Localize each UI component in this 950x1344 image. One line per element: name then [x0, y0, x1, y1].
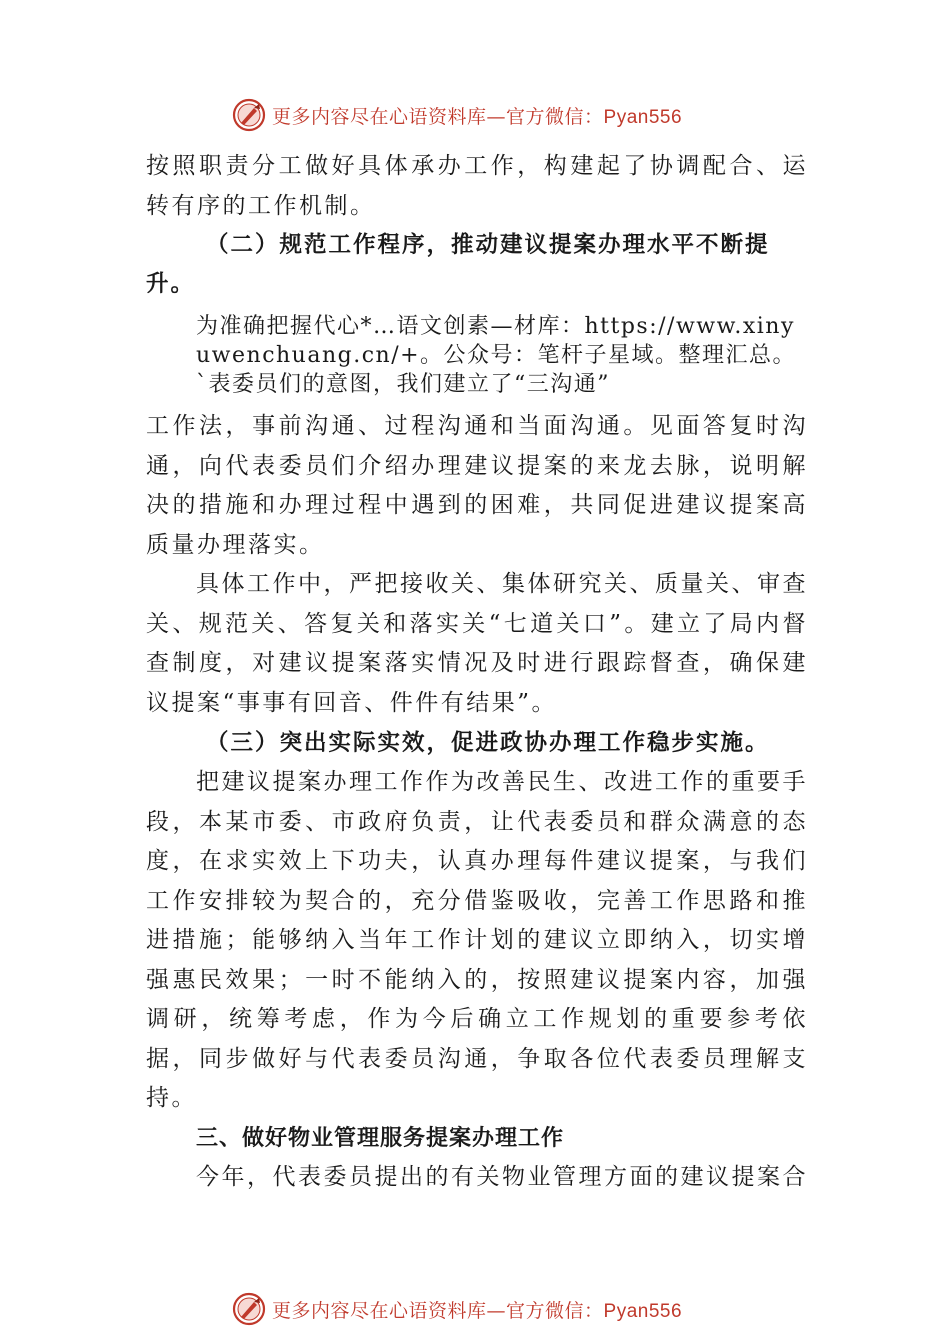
- footer-banner-text: 更多内容尽在心语资料库—官方微信：Pyan556: [272, 1299, 683, 1322]
- paragraph: 工作法，事前沟通、过程沟通和当面沟通。见面答复时沟通，向代表委员们介绍办理建议提案的来龙去脉，说明解决的措施和办理过程中遇到的困难，共同促进建议提案高质量办理落实。: [146, 413, 808, 558]
- paragraph: 把建议提案办理工作作为改善民生、改进工作的重要手段，本某市委、市政府负责，让代表委员和群众满意的态度，在求实效上下功夫，认真办理每件建议提案，与我们工作安排较为契合的，充分借鉴吸收，完善工作思路和推进措施；能够纳入当年工作计划的建议立即纳入，切实增强惠民效果；一时不能纳入的，按照建议提案内容，加强调研，统筹考虑，作为今后确立工作规划的重要参考依据，同步做好与代表委员沟通，争取各位代表委员理解支持。: [146, 769, 808, 1111]
- pasted-text-block: 为准确把握代心*…语文创素—材库：https://www.xinyuwenchuang.cn/+。公众号：笔杆子星域。整理汇总。`表委员们的意图，我们建立了“三沟通”: [196, 314, 797, 397]
- header-banner: [232, 97, 682, 133]
- paragraph: 今年，代表委员提出的有关物业管理方面的建议提案合: [196, 1164, 808, 1190]
- paragraph: 按照职责分工做好具体承办工作，构建起了协调配合、运转有序的工作机制。: [146, 153, 808, 219]
- subheading: （二）规范工作程序，推动建议提案办理水平不断提升。: [146, 232, 770, 297]
- paragraph: 具体工作中，严把接收关、集体研究关、质量关、审查关、规范关、答复关和落实关“七道关口”。建立了局内督查制度，对建议提案落实情况及时进行跟踪督查，确保建议提案“事事有回音、件件有结果”。: [146, 571, 808, 716]
- subheading: （三）突出实际实效，促进政协办理工作稳步实施。: [206, 730, 770, 756]
- quill-pen-seal-icon: [232, 98, 266, 132]
- section-heading: 三、做好物业管理服务提案办理工作: [196, 1125, 565, 1151]
- quill-pen-seal-icon: [232, 1292, 266, 1326]
- document-body: [146, 147, 808, 1198]
- header-banner-text: 更多内容尽在心语资料库—官方微信：Pyan556: [272, 105, 683, 128]
- footer-banner: [232, 1291, 682, 1327]
- header-wechat-id: Pyan556: [603, 106, 683, 128]
- footer-wechat-id: Pyan556: [603, 1300, 683, 1322]
